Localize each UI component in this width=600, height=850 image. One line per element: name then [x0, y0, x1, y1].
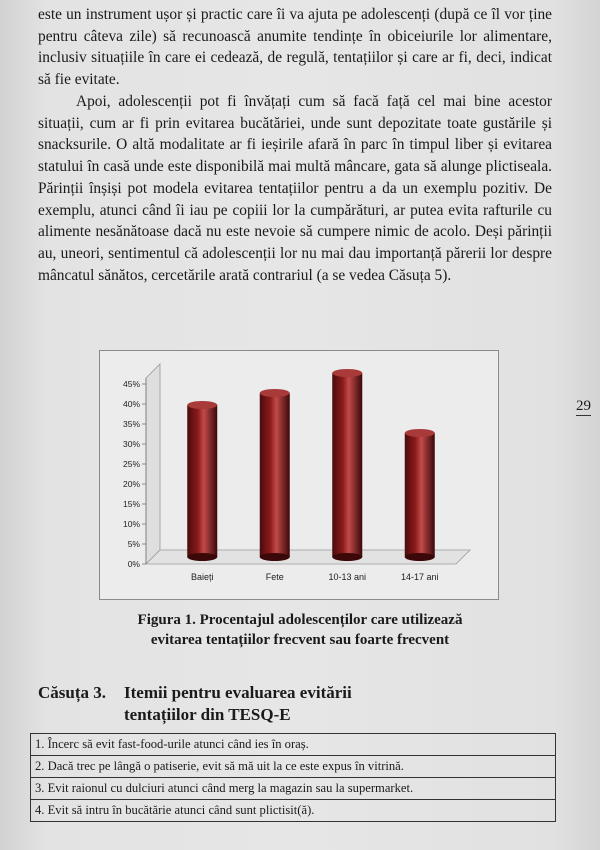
y-tick-label: 40%: [122, 399, 140, 409]
y-tick-label: 35%: [122, 419, 140, 429]
table-row: [31, 756, 556, 778]
y-tick-label: 25%: [122, 459, 140, 469]
bar-base: [332, 553, 362, 561]
box-title: [38, 682, 558, 726]
bar-base: [405, 553, 435, 561]
box-title-line-2: tentațiilor din TESQ-E: [124, 705, 291, 724]
x-tick-label: Fete: [265, 572, 284, 582]
items-table: [30, 733, 556, 822]
bar: [187, 405, 217, 557]
bar: [332, 373, 362, 557]
y-tick-label: 5%: [127, 539, 140, 549]
item-cell-1: 1. Încerc să evit fast-food-urile atunci când ies în oraș.: [31, 734, 556, 756]
figure-caption: [60, 610, 540, 650]
bar-top: [187, 401, 217, 409]
chart-frame: [99, 350, 499, 600]
bar-top: [332, 369, 362, 377]
x-tick-label: 14-17 ani: [400, 572, 439, 582]
y-tick-label: 10%: [122, 519, 140, 529]
bar-base: [260, 553, 290, 561]
caption-line-1: Figura 1. Procentajul adolescenților care utilizează: [137, 612, 463, 628]
item-cell-2: 2. Dacă trec pe lângă o patiserie, evit să mă uit la ce este expus în vitrină.: [31, 756, 556, 778]
chart-side-wall: [146, 364, 160, 564]
bar-top: [260, 389, 290, 397]
paragraph-1: este un instrument ușor și practic care îi va ajuta pe adolescenți (după ce îl vor ține pentru câteva zile) să recunoască anumite tendințe în obiceiurile lor alimentare, inclusiv situațiile în care ei cedează, de regulă, tentațiilor și care ar fi, deci, indicat să fie evitate.: [38, 6, 552, 89]
bar-top: [405, 429, 435, 437]
x-tick-label: Baieți: [190, 572, 214, 582]
page-number: 29: [576, 398, 591, 414]
y-tick-label: 45%: [122, 379, 140, 389]
y-tick-label: 0%: [127, 559, 140, 569]
x-tick-label: 10-13 ani: [328, 572, 367, 582]
box-title-line-1: Itemii pentru evaluarea evitării: [124, 683, 352, 702]
item-cell-4: 4. Evit să intru în bucătărie atunci când sunt plictisit(ă).: [31, 800, 556, 822]
paragraph-2: Apoi, adolescenții pot fi învățați cum să facă față cel mai bine acestor situații, cum ar fi prin evitarea bucătăriei, unde sunt depozitate toate gustările și snacksurile. O altă modalitate ar fi ieșirile afară în parc în timpul liber și evitarea statului în casă unde este disponibilă mai multă mâncare, gata să alunge plictiseala. Părinții înșiși pot modela evitarea tentațiilor pentru a da un exemplu pozitiv. De exemplu, atunci când îi iau pe copiii lor la cumpărături, ar putea evita rafturile cu alimente nesănătoase dacă nu este nevoie să cumpere nimic de acolo. Deși părinții au, uneori, sentimentul că adolescenții lor nu mai dau importanță părerii lor despre mâncatul sănătos, cercetările arată contrariul (a se vedea Căsuța 5).: [38, 93, 552, 284]
y-tick-label: 15%: [122, 499, 140, 509]
table-row: [31, 734, 556, 756]
y-tick-label: 30%: [122, 439, 140, 449]
caption-line-2: evitarea tentațiilor frecvent sau foarte frecvent: [150, 632, 450, 648]
bar: [260, 393, 290, 557]
box-number: Căsuța 3.: [38, 683, 107, 702]
table-row: [31, 778, 556, 800]
y-tick-label: 20%: [122, 479, 140, 489]
item-cell-3: 3. Evit raionul cu dulciuri atunci când merg la magazin sau la supermarket.: [31, 778, 556, 800]
bar-chart: [100, 351, 498, 599]
bar-base: [187, 553, 217, 561]
bar: [405, 433, 435, 557]
table-row: [31, 800, 556, 822]
